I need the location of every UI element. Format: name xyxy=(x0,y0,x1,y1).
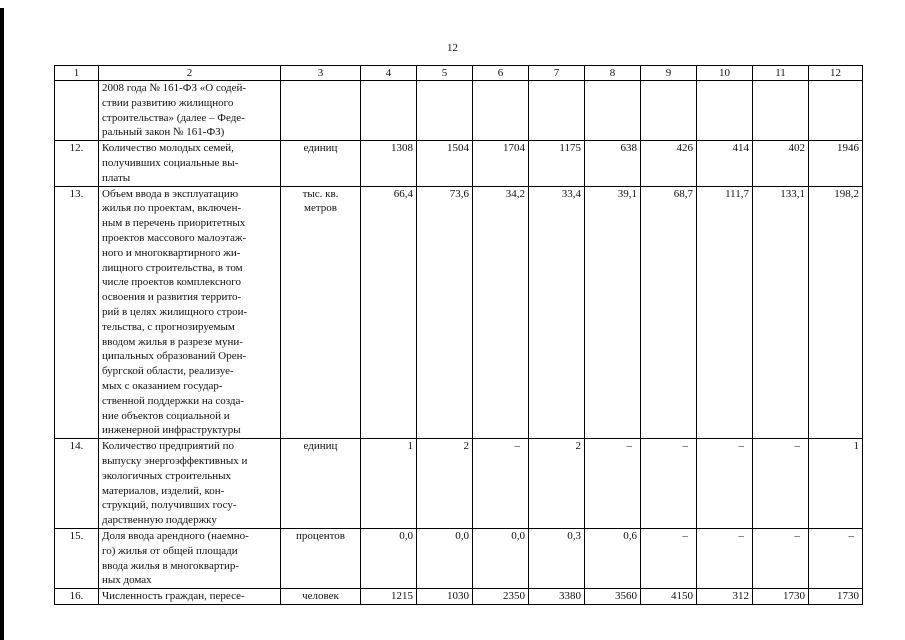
value-cell-col-5: 0,0 xyxy=(417,528,473,588)
value-cell-col-11: – xyxy=(753,439,809,529)
value-cell-col-11: 402 xyxy=(753,141,809,186)
value-cell-col-8: 0,6 xyxy=(585,528,641,588)
value-cell-col-6: – xyxy=(473,439,529,529)
row-number-cell: 14. xyxy=(55,439,99,529)
table-row xyxy=(55,439,863,529)
row-number-cell: 16. xyxy=(55,589,99,605)
value-cell-col-6: 0,0 xyxy=(473,528,529,588)
column-header-10: 10 xyxy=(697,66,753,81)
value-cell-col-5: 1504 xyxy=(417,141,473,186)
value-cell-col-6: 1704 xyxy=(473,141,529,186)
value-cell-col-10: 312 xyxy=(697,589,753,605)
value-cell-col-7: 1175 xyxy=(529,141,585,186)
value-cell-col-12: 1730 xyxy=(809,589,863,605)
column-header-3: 3 xyxy=(281,66,361,81)
value-cell-col-9: 68,7 xyxy=(641,186,697,439)
value-cell-col-10: 111,7 xyxy=(697,186,753,439)
value-cell-col-11 xyxy=(753,81,809,141)
value-cell-col-6: 2350 xyxy=(473,589,529,605)
table-row xyxy=(55,141,863,186)
value-cell-col-12: 1 xyxy=(809,439,863,529)
value-cell-col-9: 4150 xyxy=(641,589,697,605)
value-cell-col-6 xyxy=(473,81,529,141)
binding-edge-bar xyxy=(0,8,4,640)
indicator-description-cell: Количество молодых семей, получивших социальные вы- платы xyxy=(99,141,281,186)
value-cell-col-11: 1730 xyxy=(753,589,809,605)
indicator-description-cell: Объем ввода в эксплуатацию жилья по проектам, включен- ным в перечень приоритетных проектов массового малоэтаж- ного и многоквартирного жи- лищного строительства, в том числе проектов комплексного освоения и развития террито- рий в целях жилищного строи- тельства, с прогнозируемым вводом жилья в разрезе муни- ципальных образований Орен- бургской области, реализуе- мых с оказанием государ- ственной поддержки на созда- ние объектов социальной и инженерной инфраструктуры xyxy=(99,186,281,439)
column-header-6: 6 xyxy=(473,66,529,81)
value-cell-col-11: – xyxy=(753,528,809,588)
value-cell-col-10: – xyxy=(697,439,753,529)
value-cell-col-5: 73,6 xyxy=(417,186,473,439)
value-cell-col-4: 1215 xyxy=(361,589,417,605)
value-cell-col-7: 2 xyxy=(529,439,585,529)
value-cell-col-6: 34,2 xyxy=(473,186,529,439)
indicators-table xyxy=(54,65,863,605)
row-number-cell xyxy=(55,81,99,141)
indicator-description-cell: Количество предприятий по выпуску энергоэффективных и экологичных строительных материалов, изделий, кон- струкций, получивших госу- дарственную поддержку xyxy=(99,439,281,529)
table-row xyxy=(55,186,863,439)
value-cell-col-4: 0,0 xyxy=(361,528,417,588)
value-cell-col-4 xyxy=(361,81,417,141)
value-cell-col-8 xyxy=(585,81,641,141)
column-header-11: 11 xyxy=(753,66,809,81)
value-cell-col-10: – xyxy=(697,528,753,588)
column-header-9: 9 xyxy=(641,66,697,81)
value-cell-col-4: 66,4 xyxy=(361,186,417,439)
value-cell-col-5: 1030 xyxy=(417,589,473,605)
row-number-cell: 13. xyxy=(55,186,99,439)
table-row xyxy=(55,528,863,588)
value-cell-col-7: 0,3 xyxy=(529,528,585,588)
value-cell-col-7 xyxy=(529,81,585,141)
unit-cell xyxy=(281,81,361,141)
column-header-12: 12 xyxy=(809,66,863,81)
column-header-1: 1 xyxy=(55,66,99,81)
column-header-2: 2 xyxy=(99,66,281,81)
value-cell-col-8: 3560 xyxy=(585,589,641,605)
value-cell-col-4: 1308 xyxy=(361,141,417,186)
page-number: 12 xyxy=(447,42,458,54)
value-cell-col-8: – xyxy=(585,439,641,529)
value-cell-col-4: 1 xyxy=(361,439,417,529)
value-cell-col-7: 3380 xyxy=(529,589,585,605)
value-cell-col-12 xyxy=(809,81,863,141)
unit-cell: единиц xyxy=(281,141,361,186)
unit-cell: единиц xyxy=(281,439,361,529)
indicator-description-cell: 2008 года № 161-ФЗ «О содей- ствии развитию жилищного строительства» (далее – Феде- ральный закон № 161-ФЗ) xyxy=(99,81,281,141)
column-header-4: 4 xyxy=(361,66,417,81)
unit-cell: процентов xyxy=(281,528,361,588)
row-number-cell: 12. xyxy=(55,141,99,186)
value-cell-col-5 xyxy=(417,81,473,141)
row-number-cell: 15. xyxy=(55,528,99,588)
value-cell-col-10 xyxy=(697,81,753,141)
unit-cell: человек xyxy=(281,589,361,605)
column-number-header-row xyxy=(55,66,863,81)
value-cell-col-9 xyxy=(641,81,697,141)
value-cell-col-9: 426 xyxy=(641,141,697,186)
value-cell-col-12: – xyxy=(809,528,863,588)
column-header-5: 5 xyxy=(417,66,473,81)
value-cell-col-8: 39,1 xyxy=(585,186,641,439)
column-header-8: 8 xyxy=(585,66,641,81)
value-cell-col-12: 198,2 xyxy=(809,186,863,439)
value-cell-col-5: 2 xyxy=(417,439,473,529)
table-row xyxy=(55,589,863,605)
value-cell-col-7: 33,4 xyxy=(529,186,585,439)
value-cell-col-12: 1946 xyxy=(809,141,863,186)
unit-cell: тыс. кв. метров xyxy=(281,186,361,439)
value-cell-col-11: 133,1 xyxy=(753,186,809,439)
column-header-7: 7 xyxy=(529,66,585,81)
table-row xyxy=(55,81,863,141)
value-cell-col-9: – xyxy=(641,528,697,588)
value-cell-col-9: – xyxy=(641,439,697,529)
indicator-description-cell: Численность граждан, пересе- xyxy=(99,589,281,605)
value-cell-col-10: 414 xyxy=(697,141,753,186)
indicator-description-cell: Доля ввода арендного (наемно- го) жилья от общей площади ввода жилья в многоквартир- ных домах xyxy=(99,528,281,588)
value-cell-col-8: 638 xyxy=(585,141,641,186)
